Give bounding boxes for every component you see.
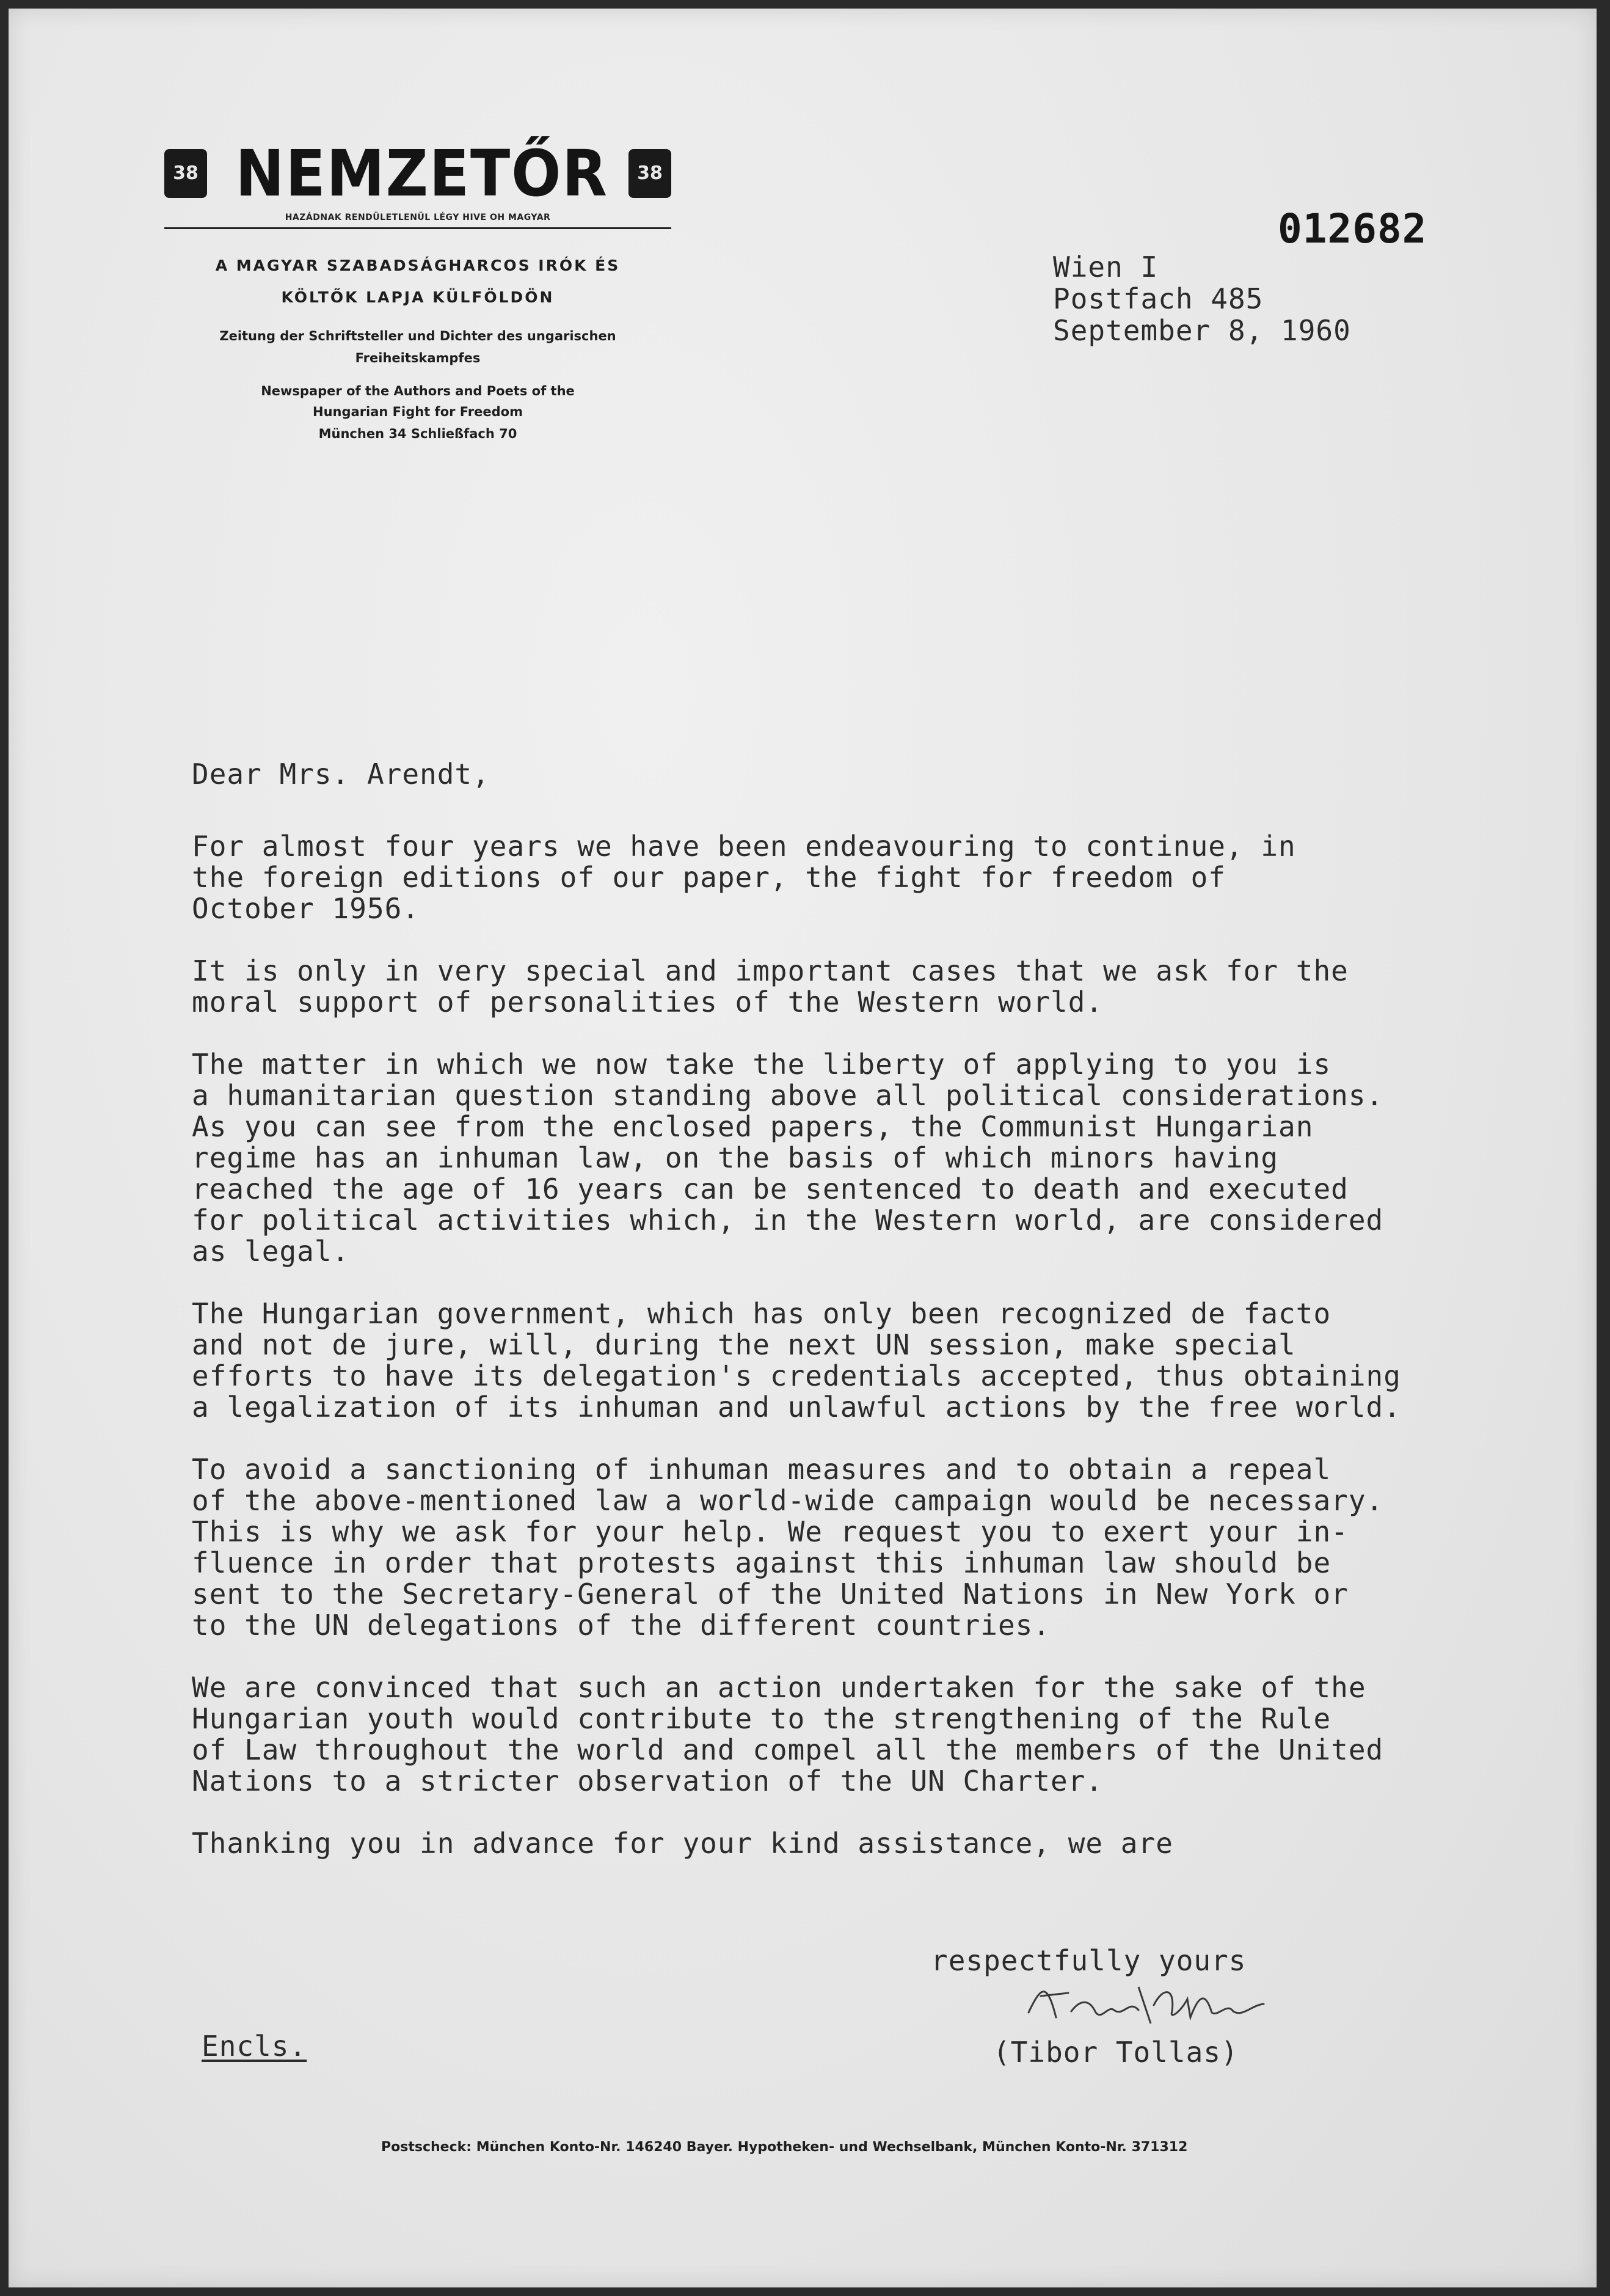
body-line: Nations to a stricter observation of the UN Charter. xyxy=(192,1764,1104,1797)
body-line: sent to the Secretary-General of the United Nations in New York or xyxy=(192,1578,1349,1610)
tagline-de-line2: Freiheitskampfes xyxy=(355,351,481,365)
emblem-left-text: 38 xyxy=(173,163,199,184)
body-line: to the UN delegations of the different countries. xyxy=(192,1609,1051,1642)
body-line: As you can see from the enclosed papers, the Communist Hungarian xyxy=(192,1110,1314,1143)
body-line: regime has an inhuman law, on the basis of which minors having xyxy=(192,1141,1279,1174)
body-line: and not de jure, will, during the next UN session, make special xyxy=(192,1328,1296,1361)
letter-sheet xyxy=(9,9,1597,2287)
emblem-left-icon xyxy=(164,149,207,198)
body-line: fluence in order that protests against this inhuman law should be xyxy=(192,1546,1331,1579)
letter-body xyxy=(192,831,1401,1859)
body-line: Thanking you in advance for your kind assistance, we are xyxy=(192,1827,1173,1860)
body-line: of the above-mentioned law a world-wide campaign would be necessary. xyxy=(192,1484,1384,1517)
emblem-right-icon xyxy=(628,149,671,198)
tagline-de-line1: Zeitung der Schriftsteller und Dichter des ungarischen xyxy=(219,329,616,343)
body-paragraph xyxy=(192,1828,1401,1859)
salutation: Dear Mrs. Arendt, xyxy=(192,758,490,791)
body-line: Hungarian youth would contribute to the strengthening of the Rule xyxy=(192,1702,1331,1735)
document-number: 012682 xyxy=(1278,205,1427,252)
body-line: as legal. xyxy=(192,1235,350,1268)
body-paragraph xyxy=(192,1049,1401,1267)
body-paragraph xyxy=(192,1672,1401,1797)
footer-bank-details: Postscheck: München Konto-Nr. 146240 Bayer. Hypotheken- und Wechselbank, München Konto-Nr. 371312 xyxy=(381,2140,1188,2155)
body-paragraph xyxy=(192,1454,1401,1641)
body-line: for political activities which, in the Western world, are considered xyxy=(192,1204,1384,1237)
body-line: We are convinced that such an action undertaken for the sake of the xyxy=(192,1671,1366,1704)
tagline-en-line2: Hungarian Fight for Freedom xyxy=(313,404,523,419)
body-line: efforts to have its delegation's credentials accepted, thus obtaining xyxy=(192,1359,1401,1392)
body-line: of Law throughout the world and compel all the members of the United xyxy=(192,1733,1384,1766)
body-line: moral support of personalities of the Western world. xyxy=(192,985,1104,1018)
signature-icon xyxy=(1022,1975,1279,2030)
body-line: This is why we ask for your help. We request you to exert your in- xyxy=(192,1515,1349,1548)
body-line: the foreign editions of our paper, the fight for freedom of xyxy=(192,861,1226,894)
sender-line1: Wien I xyxy=(1053,250,1159,283)
closing: respectfully yours xyxy=(931,1944,1247,1977)
body-line: The matter in which we now take the liberty of applying to you is xyxy=(192,1048,1331,1081)
enclosures-label: Encls. xyxy=(202,2030,307,2063)
masthead-motto: HAZÁDNAK RENDÜLETLENÜL LÉGY HIVE OH MAGYAR xyxy=(285,213,551,222)
body-line: For almost four years we have been endeavouring to continue, in xyxy=(192,830,1296,863)
body-line: It is only in very special and important cases that we ask for the xyxy=(192,954,1349,987)
body-line: a humanitarian question standing above all political considerations. xyxy=(192,1079,1384,1112)
tagline-en-line1: Newspaper of the Authors and Poets of the xyxy=(261,384,575,398)
masthead-title: NEMZETŐR xyxy=(235,136,608,211)
body-paragraph xyxy=(192,956,1401,1018)
letterhead-address: München 34 Schließfach 70 xyxy=(318,426,517,441)
body-paragraph xyxy=(192,831,1401,924)
masthead-rule xyxy=(164,227,671,229)
body-line: October 1956. xyxy=(192,892,420,925)
letter-date: September 8, 1960 xyxy=(1053,314,1351,347)
body-line: a legalization of its inhuman and unlawful actions by the free world. xyxy=(192,1391,1401,1424)
body-line: reached the age of 16 years can be sentenced to death and executed xyxy=(192,1172,1349,1205)
sender-line2: Postfach 485 xyxy=(1053,282,1264,315)
emblem-right-text: 38 xyxy=(637,163,663,184)
body-paragraph xyxy=(192,1298,1401,1423)
tagline-hu-line2: KÖLTŐK LAPJA KÜLFÖLDÖN xyxy=(281,288,555,306)
signer-name: (Tibor Tollas) xyxy=(993,2036,1239,2069)
body-line: The Hungarian government, which has only been recognized de facto xyxy=(192,1297,1331,1330)
tagline-hu-line1: A MAGYAR SZABADSÁGHARCOS IRÓK ÉS xyxy=(215,257,621,274)
body-line: To avoid a sanctioning of inhuman measures and to obtain a repeal xyxy=(192,1453,1331,1486)
masthead xyxy=(164,137,671,229)
